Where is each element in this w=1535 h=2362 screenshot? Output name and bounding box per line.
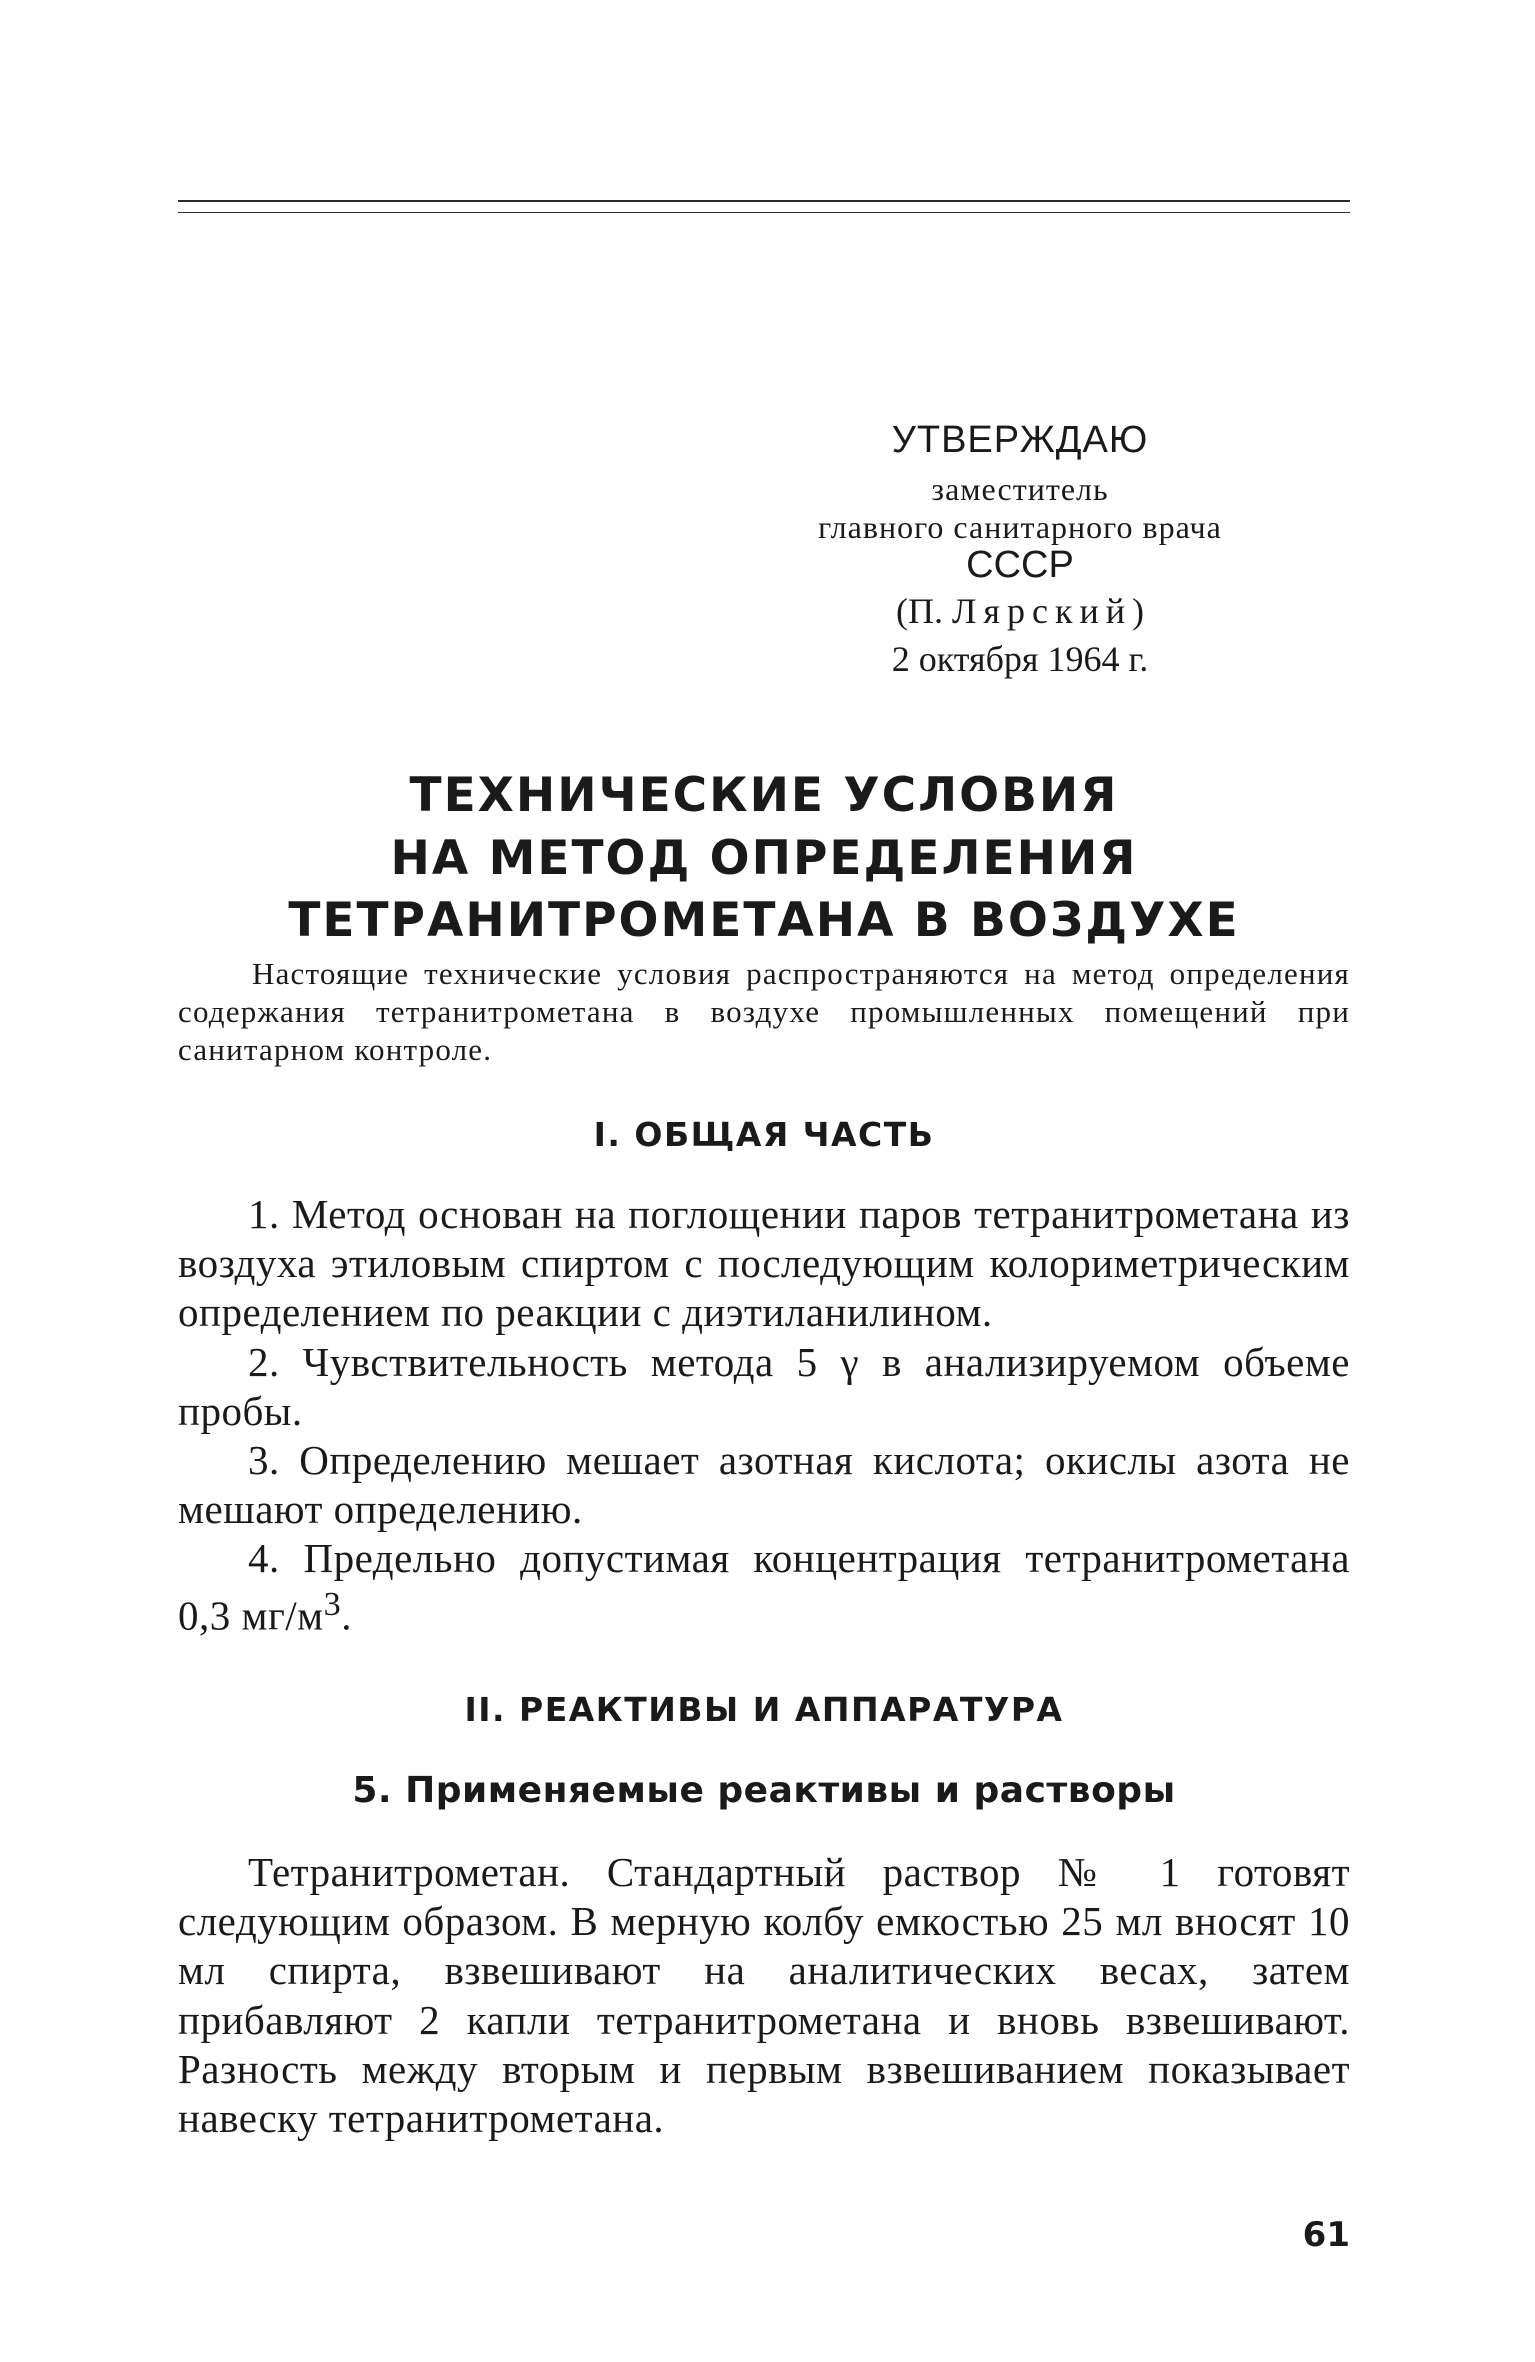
section-2-heading: II. РЕАКТИВЫ И АППАРАТУРА — [464, 1690, 1064, 1729]
reagents-paragraph: Тетранитрометан. Стандартный раствор № 1 готовят следующим образом. В мерную колбу емкостью 25 мл вносят 10 мл спирта, взвешивают на аналитических весах, затем прибавляют 2 капли тетранитрометана и вновь взвешивают. Разность между вторым и первым взвешиванием показывает навеску тетранитрометана. — [178, 1849, 1350, 2141]
section-2-body — [178, 1848, 1350, 2143]
approval-signatory — [760, 590, 1280, 633]
item-4-superscript: 3 — [323, 1585, 342, 1623]
item-3: 3. Определению мешает азотная кислота; окислы азота не мешают определению. — [178, 1436, 1350, 1533]
approval-country: СССР — [966, 544, 1074, 587]
item-4-text: 4. Предельно допустимая концентрация тетранитрометана 0,3 мг/м — [178, 1535, 1350, 1639]
approval-name: Лярский — [952, 591, 1132, 632]
intro-paragraph — [178, 955, 1350, 1068]
intro-text: Настоящие технические условия распространяются на метод определения содержания тетранитрометана в воздухе промышленных помещений при санитарном контроле. — [178, 956, 1350, 1067]
title-line-1: ТЕХНИЧЕСКИЕ УСЛОВИЯ — [409, 768, 1119, 823]
document-title — [178, 765, 1350, 953]
approval-name-suffix: ) — [1131, 591, 1144, 632]
title-line-3: ТЕТРАНИТРОМЕТАНА В ВОЗДУХЕ — [288, 893, 1240, 948]
approval-heading: УТВЕРЖДАЮ — [891, 419, 1149, 461]
top-rule — [178, 200, 1350, 202]
subsection-5-heading: 5. Применяемые реактивы и растворы — [352, 1770, 1176, 1811]
top-rule-thin — [178, 212, 1350, 213]
item-1: 1. Метод основан на поглощении паров тетранитрометана из воздуха этиловым спиртом с последующим колориметрическим определением по реакции с диэтиланилином. — [178, 1191, 1350, 1336]
approval-block — [760, 418, 1280, 681]
approval-date: 2 октября 1964 г. — [891, 638, 1149, 679]
title-line-2: НА МЕТОД ОПРЕДЕЛЕНИЯ — [390, 830, 1138, 886]
item-4-end: . — [341, 1592, 352, 1639]
item-4 — [178, 1534, 1350, 1640]
item-2: 2. Чувствительность метода 5 γ в анализируемом объеме пробы. — [178, 1338, 1350, 1434]
section-1-heading: I. ОБЩАЯ ЧАСТЬ — [593, 1115, 935, 1154]
section-1-items — [178, 1190, 1350, 1640]
page-number: 61 — [1302, 2215, 1350, 2255]
approval-position-line2: главного санитарного врача — [818, 508, 1222, 545]
approval-position: заместитель — [931, 470, 1109, 507]
approval-name-prefix: (П. — [896, 591, 952, 632]
